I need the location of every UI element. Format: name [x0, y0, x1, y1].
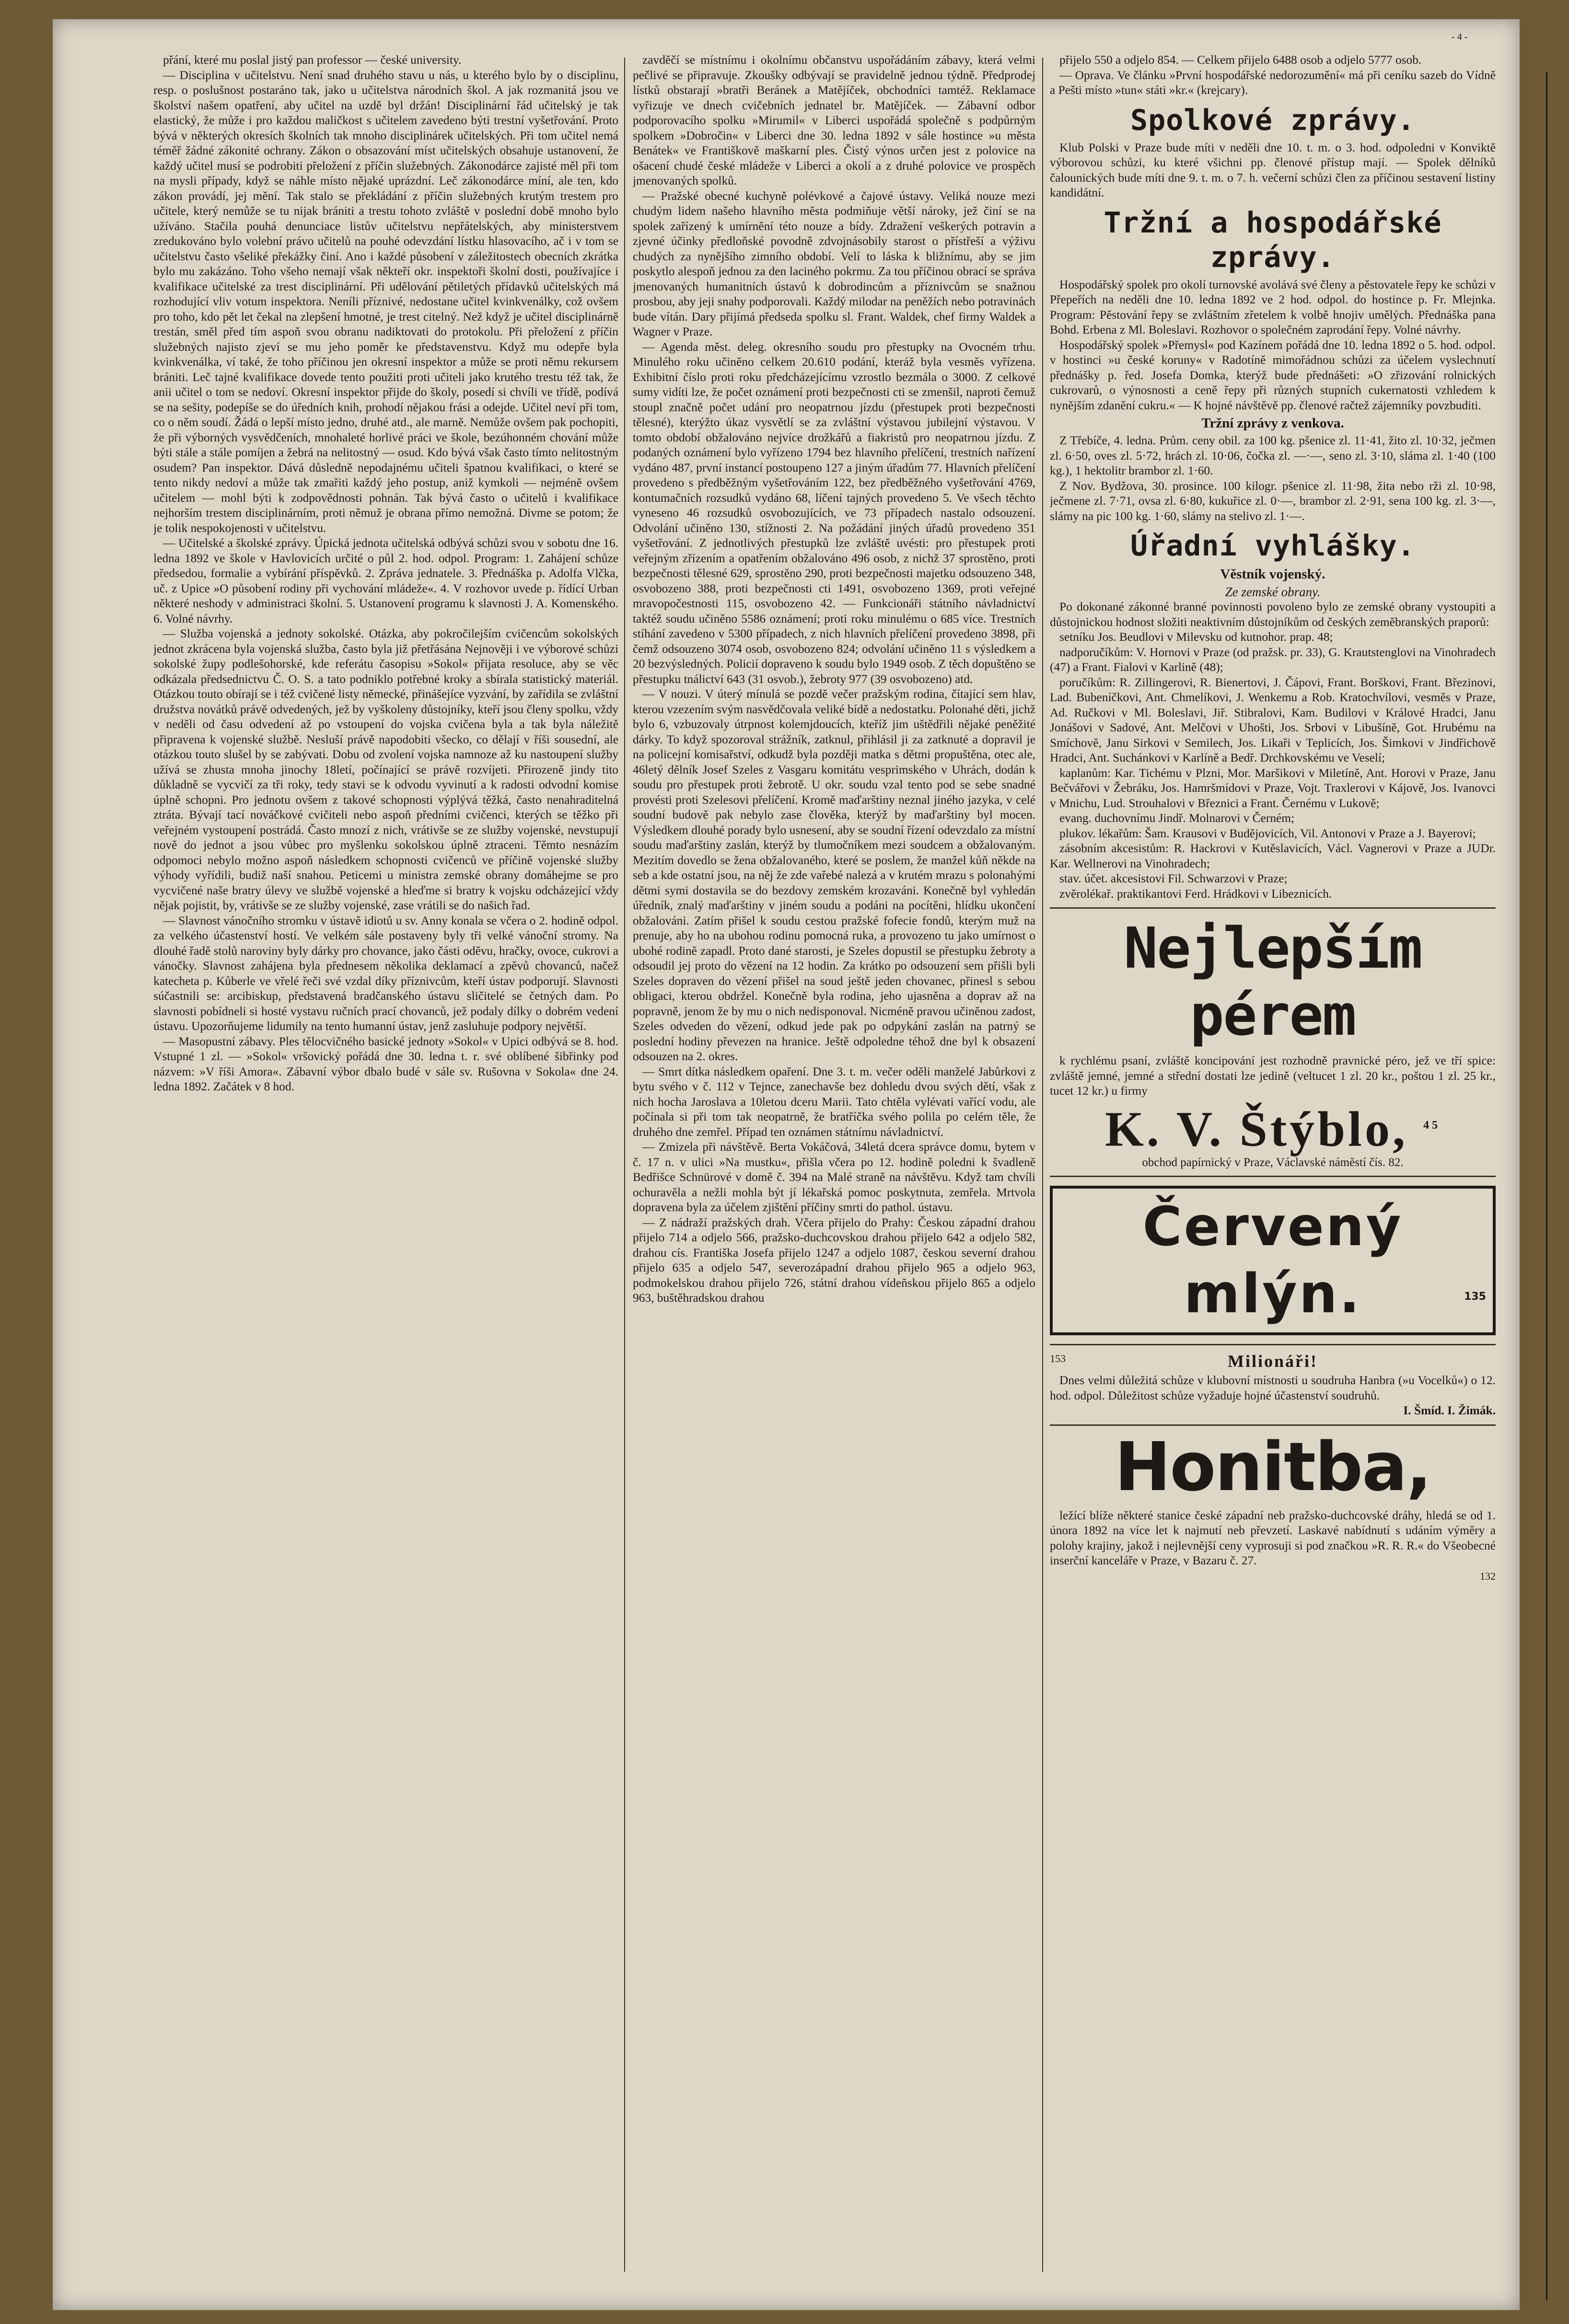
section-heading-trzni: Tržní a hospodářské zprávy.: [1104, 206, 1442, 274]
column-3: [1050, 53, 1496, 2286]
paragraph: — Smrt dítka následkem opaření. Dne 3. t. m. večer oděli manželé Jabůrkovi z bytu svého v č. 112 v Tejnce, zanechavše bez dohledu dvou svých dětí, však z nich hocha Jaroslava a 10letou dceru Marii. Tato chtěla vylévati vařící vodu, ale počínala si při tom tak neopatrně, že bratříčka svého polila po celém těle, že druhého dne zemřel. Případ ten oznámen státnímu návladnictví.: [633, 1064, 1035, 1139]
paragraph: — Služba vojenská a jednoty sokolské. Otázka, aby pokročilejším cvičencům sokolských jednot zkrácena byla vojenská služba, často byla již přetřásána Nejnověji i ve výborové schůzi sokolské župy podlešohorské, kde referátu časopisu »Sokol« přijata resoluce, aby se věc odkázala předsednictvu Č. O. S. a tato podniklo potřebné kroky a sbírala statistický materiál. Otázkou touto obírají se i též cvičené listy německé, přinášejíce vyzvání, by zařídila se zvláštní družstva novátků právě odvedených, jež by vyškoleny důstojníky, kteří jsou členy spolku, vždy v neděli od času odvedení až po vstoupení do vojska cvičena byla a tak byla náležitě připravena k vojenské službě. Nesluší právě napodobiti všecko, co dělají v říši sousední, ale otázkou touto slušel by se zabývati. Dobu od zvolení vojska namnoze až ku nastoupení služby užívá se zhusta mnoha jinochy 18letí, počínající se právě rozvíjeti. Přirozeně jindy tito důkladně se vycvičí za tři roky, tedy stavi se k odvodu vyvinutí a k radosti odvodní komise úplně schopni. Pro jednotu ovšem z takové schopnosti výplývá těžká, často nenahraditelná ztráta. Bývají tací nováčkové cvičiteli nebo aspoň předními cvičenci, kterých se těžko při veřejném vystoupení postrádá. Často mnozí z nich, vrátivše se ze služby vojenské, nevstupují nově do jednot a jsou vůbec pro myšlenku sokolskou úplně ztraceni. Těmto nesnázím odpomoci nebylo možno aspoň následkem schopnosti cvičenců ve příčině vojenské služby výhody vyřídili, budiž naší snahou. Peticemi u ministra zemské obrany domáhejme se pro vycvičené naše bratry úlevy ve službě vojenské a hleďme si bratry k vojsku odcházející vždy nějak pojistit, by, vrátivše se ze služby vojenské, zase vrátili se do našich řad.: [153, 627, 618, 912]
divider: [1050, 1344, 1496, 1345]
subheading-vestnik: Věstník vojenský.: [1220, 567, 1325, 582]
ad-pero-address: obchod papírnický v Praze, Václavské náměstí čís. 82.: [1142, 1156, 1404, 1169]
paragraph: Hospodářský spolek »Přemysl« pod Kazínem pořádá dne 10. ledna 1892 o 5. hod. odpol. v hostinci »u české koruny« v Radotíně mimořádnou schůzi za účelem vyslechnutí přednášky p. řed. Josefa Domka, kterýž bude přednášeti: »O zřizování rolnických cukrovarů, o výnosnosti a ceně řepy při různých stupních cukernatosti vzhledem k nynějším zdanění cukru.« — K hojné návštěvě pp. členové račtež zájemníky povzbuditi.: [1050, 338, 1496, 412]
divider: [1050, 1176, 1496, 1177]
ad-pero-headline: Nejlepším pérem: [1124, 915, 1422, 1048]
ad-milionari-title: Milionáři!: [1228, 1352, 1318, 1371]
paragraph: Po dokonané zákonné branné povinnosti povoleno bylo ze zemské obrany vystoupiti a důstojnickou hodnost složiti neaktivním důstojníkům od českých zeměbranských praporů:: [1050, 600, 1496, 629]
paragraph: — Masopustní zábavy. Ples tělocvičného basické jednoty »Sokol« v Upici odbývá se 8. hod. Vstupné 1 zl. — »Sokol« vršovický pořádá dne 30. ledna t. r. své oblíbené šibřinky pod názvem: »V říši Amora«. Zábavní výbor dbalo budé v sále sv. Rušovna v Sokola« dne 24. ledna 1892. Začátek v 8 hod.: [153, 1034, 618, 1093]
ad-milionari-text: Dnes velmi důležitá schůze v klubovní místnosti u soudruha Hanbra (»u Vocelků«) o 12. hod. odpol. Důležitost schůze vyžaduje hojné účastenství soudruhů.: [1050, 1374, 1496, 1402]
ad-honitba-text: ležící blíže některé stanice české západní neb pražsko-duchcovské dráhy, hledá se od 1. února 1892 na více let k najmutí neb převzetí. Laskavé nabídnutí s udáním výměry a polohy krajiny, jakož i nejlevnější ceny vyprosuji si pod značkou »R. R. R.« do Všeobecné inserční kanceláře v Praze, v Bazaru č. 27.: [1050, 1508, 1496, 1568]
ad-mlyn-title: Červený mlýn.: [1142, 1196, 1403, 1326]
subheading-trzni-zpravy: Tržní zprávy z venkova.: [1201, 416, 1344, 431]
newspaper-page: [53, 19, 1520, 2310]
paragraph: plukov. lékařům: Šam. Krausovi v Budějovicích, Vil. Antonovi v Praze a J. Bayerovi;: [1059, 826, 1476, 840]
column-divider: [624, 58, 625, 2272]
ad-milionari-signature: I. Šmíd. I. Žimák.: [1403, 1404, 1496, 1418]
column-2: [633, 53, 1035, 2286]
paragraph: — Zmizela při návštěvě. Berta Vokáčová, 34letá dcera správce domu, bytem v č. 17 n. v ulici »Na mustku«, přišla včera po 12. hodině poledni k švadleně Bedřišce Schnürové v domě č. 394 na Malé straně na návštěvu. Když tam chvíli ochuravěla a nežli mohla být jí lékařská pomoc poskytnuta, zemřela. Mrtvola dopravena byla za účelem zjištění příčiny smrti do pathol. ústavu.: [633, 1140, 1035, 1214]
ad-milionari: [1050, 1351, 1496, 1419]
paragraph: — Učitelské a školské zprávy. Úpická jednota učitelská odbývá schůzi svou v sobotu dne 16. ledna 1892 ve škole v Havlovicích určité o půl 2. hod. odpol. Program: 1. Zahájení schůze předsedou, formalie a vybírání příspěvků. 2. Zpráva jednatele. 3. Přednáška p. Adolfa Vlčka, uč. z Upice »O působení rodiny při vychování mládeže«. 4. V rozhovor uvede p. řídící Urban některé neshody v administraci školní. 5. Ustanovení programu k slavnosti J. A. Komenského. 6. Volné návrhy.: [153, 536, 618, 625]
paragraph: — V nouzi. V úterý mínulá se pozdě večer pražským rodina, čítající sem hlav, kterou vzezením svým nasvědčovala veliké bídě a nedostatku. Polonahé děti, jichž bylo 6, vzbuzovaly útrpnost kolemjdoucích, kteříž jim uštědřili nějaké peněžité dárky. To když spozoroval strážník, zatknul, přihlásil ji za zatknuté a dopravil je na policejní komisařství, odkudž byla později matka s dětmi propuštěna, otec ale, 46letý dělník Josef Szeles z Vasgaru komitátu vesprimského v Uhrách, dodán k soudu pro přestupek proti žebrotě. U okr. soudu vzal tento pod se sebe snadné provésti proti Szelesovi přelíčení. Kromě maďarštiny neznal jiného jazyka, v celé soudní budově pak nebylo zase člověka, kterýž by maďarštiny byl mocen. Výsledkem dlouhé porady bylo usnesení, aby se soudní řízení odevzdalo za místní soudu maďarštiny zaslán, kterýž by tlumočníkem mezi soudcem a obžalovaným. Mezitím dovedlo se žena obžalovaného, které se poslem, že manžel kůň někde na seb a kde ostatní jsou, na něj že zde vařebé nalezá a v krutém mrazu s polonahými dětmi symi dostavila se do bezdovy zemském krozaváni. Konečně byl vyhledán úředník, znalý maďarštiny v jiném soudu a podáni na pocítěni, hlídku ukončení obžalováni. Zatím přišel k soudu cestou pražské fofecie fondů, kterým muž na prenuje, aby ho na ubohou rodinu pomocná ruka, a provozeno tu jako umírnost o ubohé rodině zapadl. Proto dané starosti, je Szeles dopustil se přestupku žebroty a odsoudil jej proto do vězení na 12 hodin. Za krátko po odsouzení sem přišli byli Szeles dopraven do vězení přišel na soud ještě jeden chovanec, přinesl s sebou obligaci, kterou obdržel. Konečně byla rodina, jeho ujasněna a doprav až na popravně, jenom že by mu o nich nedisponoval. Nicméně pravou učiněnou zadost, Szeles odveden do vězení, odkud jede pak po odpykání zaslán na patrný se poslední hodiny převezen na hranice. Ještě odpoledne téhož dne byl k obsazení odsouzen na 2. okres.: [633, 687, 1035, 1063]
ad-number: 132: [1480, 1570, 1496, 1582]
ad-pero-text: k rychlému psaní, zvláště koncipování jest rozhodně pravnické péro, jež ve tří spice: zvláště jemné, jemné a střední dostati lze jedině (veltucet 1 zl. 20 kr., poštou 1 zl. 25 kr., tucet 12 kr.) u firmy: [1050, 1054, 1496, 1098]
paragraph: evang. duchovnímu Jindř. Molnarovi v Černém;: [1059, 811, 1295, 825]
paragraph: Hospodářský spolek pro okolí turnovské avolává své členy a pěstovatele řepy ke schůzi v Přepeřích na neděli dne 10. ledna 1892 ve 2 hod. odpol. do hostince p. Fr. Mlejnka. Program: Pěstování řepy se zvláštním zřetelem k volbě hnojiv umělých. Přednáška pana Bohd. Erbena z Ml. Boleslavi. Rozhovor o společném zaprodání řepy. Volné návrhy.: [1050, 277, 1496, 336]
paragraph: nadporučíkům: V. Hornovi v Praze (od pražsk. pr. 33), G. Krautstenglovi na Vinohradech (47) a Frant. Fialovi v Karlině (48);: [1050, 645, 1496, 674]
page-edge-mark: - 4 -: [1452, 32, 1468, 42]
ad-pero-firm: [1050, 1099, 1496, 1156]
paragraph: zvěrolékař. praktikantovi Ferd. Hrádkovi v Libeznicích.: [1059, 887, 1332, 901]
paragraph: kaplanům: Kar. Tichému v Plzni, Mor. Maršikovi v Miletíně, Ant. Horovi v Praze, Janu Bečvářovi v Žebráku, Jos. Hamršmídovi v Praze, Vojt. Traxlerovi v Kájově, Jos. Ivanovci v Mnichu, Lud. Strouhalovi v Březnici a Frant. Černému v Lukově;: [1050, 766, 1496, 810]
paragraph: zásobním akcesistům: R. Hackrovi v Kutěslavicích, Václ. Vagnerovi v Praze a JUDr. Kar. Wellnerovi na Vinohradech;: [1050, 842, 1496, 870]
column-divider: [1042, 58, 1043, 2272]
paragraph: stav. účet. akcesistovi Fil. Schwarzovi v Praze;: [1059, 872, 1288, 885]
paragraph: zavděčí se místnímu i okolnímu občanstvu uspořádáním zábavy, která velmi pečlivé se připravuje. Zkoušky odbývají se pravidelně jednou týdně. Předprodej lístků obstarají »bratři Beránek a Matějíček, obchodníci tamtéž. Reklamace vyřizuje ve dnech cvičebních jednatel br. Matějíček. — Zábavní odbor podporovacího spolku »Mirumil« v Liberci uspořádá společně s podpůrným spolkem »Dobročin« v Liberci dne 30. ledna 1892 v sále hostince »u města Benátek« ve Františkově maškarní ples. Čistý výnos určen jest z polovice na ošacení chudé české mládeže v Liberci a okolí a z druhé polovice ve prospěch jmenovaných spolků.: [633, 53, 1035, 187]
paragraph: — Disciplina v učitelstvu. Není snad druhého stavu u nás, u kterého bylo by o disciplinu, resp. o poslušnost postaráno tak, jako u učitelstva národních škol. A jak rozmanitá jsou ve školství našem opatření, aby učitel na uzdě byl držán! Disciplinární řád učitelský je tak elastický, že může i pro každou maličkost s učitelem zavedeno býti trestní vyšetřování. Proto bývá v některých okresích školních tak mnoho disciplinárek učitelských. Při tom učitel nemá téměř žádné zákonité ochrany. Zákon o obsazování míst učitelských obsahuje ustanovení, že každý učitel musí se podrobiti přeložení z příčin služebných. Zákonodárce zajisté měl při tom na mysli případy, když se náhle místo nějaké uprázdní. Leč zákonodárce míní, ale ten, kdo zákon provádí, jej mění. Tak stalo se překládání z příčin služebných krutým trestem pro učitele, který nemůže se tu nijak brániti a trestu tohoto zvláště v poslední době mnoho bylo užíváno. Stačila pouhá denunciace listův učitelstvu nepřátelských, aby ministerstvem zredukováno bylo volební právo učitelů na pouhé odevzdání lístku hlasovacího, ač i v tom se učitelstvu často všeliké překážky činí. Ano i každé působení v záležitostech obecních zkrátka bylo mu zakázáno. Toho všeho nemají však někteří okr. inspektoři školní dosti, používajíce i kvalifikace učitelské za trest disciplinární. Při udělování pětiletých přídavků učitelských má rozhodující vliv votum inspektora. Neníli příznivé, nedostane učitel kvinkvenálky, což ovšem pro toho, kdo pět let čekal na zlepšení hmotné, je trest citelný. Než když je učitel disciplinárně trestán, směl před tím aspoň svou obranu nadiktovati do protokolu. Při přeložení z příčin služebných najisto zjeví se mu jeho poměr ke představenstvu. Když mu odepře byla kvinkvenálka, ví také, že toho příčinou jen okresní inspektor a může se proti němu rekursem brániti. Leč tajné kvalifikace dovede tento použiti proti učiteli jako krutého trestu též tak, že anii učitel o tom se nedoví. Okresní inspektor přijde do školy, posedí si chvíli ve třídě, podívá se na sešity, podepíše se do úředních knih, prohodí nějakou frási a odejde. Učitel neví při tom, co o něm soudí. Žádá o lepší místo jedno, druhé atd., ale marně. Nemůže ovšem pak pochopiti, že při výborných vysvědčeních, mnohaleté horlivé práci ve škole, bezúhonném chování může býti stále a stále pomíjen a žebrá na nelitostný — osud. Kdo bývá však často tímto nelitostným osudem? Pan inspektor. Dává důsledně nepodajnému učiteli špatnou kvalifikaci, o které se tento nikdy nedoví a může tak zmařiti každý jeho postup, aniž kymkoli — nejméně ovšem učitelem — mohl býti k zodpovědnosti pohnán. Tak bývá často o učitelů i kvalifikace nejhorším trestem disciplinárním, proti němuž je obrana přímo nemožná. Divme se potom; že je tolik nespokojenosti v učitelstvu.: [153, 68, 618, 535]
page-margin-line: [1546, 72, 1547, 2301]
ad-number: 135: [1464, 1291, 1486, 1303]
section-heading-spolkove: Spolkové zprávy.: [1130, 103, 1415, 137]
paragraph: — Agenda měst. deleg. okresního soudu pro přestupky na Ovocném trhu. Minulého roku učiněno celkem 20.610 podání, kteráž byla vesměs vyřízena. Exhibitní číslo proti roku předcházejícímu vzrostlo bezmála o 3000. Z celkové sumy vidíti lze, že počet oznámení proti bezpečnosti cti se zmenšil, naproti čemuž stoupl značně počet udání pro neopatrnou jízdu (přestupek proti bezpečnosti tělesné), kterýžto úkaz vysvětlí se za zvláštní výstavou jubilejní výstavou. V tomto období obžalováno nejvíce drožkářů a fiakristů pro neopatrnou jízdu. Z podaných oznámení bylo vyřízeno 1794 bez hlavního přelíčení, trestních nařízení vydáno 487, první instancí postoupeno 127 a jiným úřadům 77. Hlavních přelíčení provedeno s předběžným vyšetřováním 122, bez předběžného vyšetřování 4769, kontumačních rozsudků vydáno 68, líčení tajných provedeno 5. Ve všech těchto vyneseno 46 rozsudků osvobozujících, ve 73 případech nastalo odsouzení. Odvolání učiněno 130, stížnosti 2. Na požádání jiných úřadů provedeno 351 vyšetřování. Z jednotlivých přestupků lze zvláště uvésti: pro přestupek proti veřejným zřízením a opatřením obžalováno 496 osob, z nichž 37 sprostěno, proti bezpečnosti tělesné 629, sprostěno 290, proti bezpečnosti majetku odsouzeno 348, osvobozeno 388, proti bezpečnosti cti 1491, osvobozeno 1369, proti veřejné mravopočestnosti 115, osvobozeno 42. — Funkcionáři státního návladnictví taktéž soudu učiněno 5586 oznámení; proti roku minulému o 685 více. Trestních stíhání zavedeno v 5300 případech, z nich hlavních přelíčení provedeno 3898, při čemž odsouzeno 3074 osob, osvobozeno 824; odvolání učiněno 11 s výsledkem a 20 bezvýsledných. Policií dopraveno k soudu bylo 1949 osob. Z těch dopuštěno se přestupku tnálictví 643 (31 osvob.), žebroty 977 (39 osvobozeno) atd.: [633, 340, 1035, 686]
paragraph: — Slavnost vánočního stromku v ústavě idiotů u sv. Anny konala se včera o 2. hodině odpol. za velkého účastenství hostí. Ve velkém sále postaveny byly tři velké vánoční stromy. Na dlouhé řadě stolů naroviny byly dárky pro chovance, jako části oděvu, hračky, ovoce, cukrovi a vánočky. Slavnost zahájena byla přednesem několika deklamací a zpěvů chovanců, načež katecheta p. Kůberle ve vřelé řeči své vzdal díky příznivcům, kteří ústav podporují. Slavnosti súčastnili se: arcibiskup, představená bradčanského ústavu sličitelé se četných dam. Po slavnosti pobídneli si hosté vystavu ručních prací chovanců, jež podaly dílky o dobrém vedení ústavu. Upozorňujeme lidumily na tento humanní ústav, jenž zasluhuje podpory největší.: [153, 913, 618, 1033]
subheading-zemska-obrana: Ze zemské obrany.: [1225, 585, 1321, 599]
paragraph: — Pražské obecné kuchyně polévkové a čajové ústavy. Veliká nouze mezi chudým lidem našeho hlavního města podmiňuje větší nároky, jež činí se na spolek zařízený k umírnění této nouze a bídy. Zdražení veškerých potravin a zjevné účinky předloňské povodně zdvojnásobily starost o přístřeší a výživu chudých za nynějšího zimního období. Velí to láska k bližnímu, aby se jim poskytlo alespoň jednou za den laciného pokrmu. Za tou příčinou obrací se správa jmenovaných humanitních ústavů k dobrodincům a příznivcům se snažnou prosbou, aby jeji snahy podporovali. Každý milodar na peněžích nebo potravinách bude vítán. Dary přijímá předseda spolku sl. Frant. Waldek, chef firmy Waldek a Wagner v Praze.: [633, 189, 1035, 338]
paragraph: přijelo 550 a odjelo 854. — Celkem přijelo 6488 osob a odjelo 5777 osob.: [1059, 53, 1422, 67]
ad-mlyn: [1050, 1186, 1496, 1335]
section-heading-uradni: Úřadní vyhlášky.: [1130, 529, 1415, 563]
ad-honitba-headline: Honitba,: [1115, 1428, 1431, 1506]
paragraph: poručíkům: R. Zillingerovi, R. Bienertovi, J. Čápovi, Frant. Borškovi, Frant. Březinovi, Lad. Bubeníčkovi, Ant. Chmelíkovi, J. Wenkemu a Rob. Kratochvílovi, vesměs v Praze, Ad. Ručkovi v Ml. Boleslavi, Jiř. Stibralovi, Kam. Budilovi v Králové Hradci, Janu Jonášovi v Sadové, Ant. Melčovi v Uhošti, Jos. Srbovi v Libušíně, Got. Hrubému na Smíchově, Janu Sirkovi v Semilech, Jos. Likaři v Teplicích, Jos. Šimkovi v Jindřichově Hradci, Ant. Suchánkovi v Karlíně a Bedř. Drchkovskému ve Veselí;: [1050, 675, 1496, 764]
ad-number: 153: [1050, 1353, 1066, 1365]
ad-pero-firm-name: K. V. Štýblo,: [1105, 1101, 1408, 1157]
divider: [1050, 907, 1496, 909]
paragraph: přání, které mu poslal jistý pan professor — české university.: [163, 53, 462, 67]
paragraph: Z Nov. Bydžova, 30. prosince. 100 kilogr. pšenice zl. 11·98, žita nebo rži zl. 10·98, ječmene zl. 7·71, ovsa zl. 6·80, kukuřice zl. 0·—, brambor zl. 2·91, sena 100 kg. zl. 3·—, slámy na pic 100 kg. 1·60, slámy na stelivo zl. 1·—.: [1050, 479, 1496, 523]
paragraph: Z Třebíče, 4. ledna. Prům. ceny obil. za 100 kg. pšenice zl. 11·41, žito zl. 10·32, ječmen zl. 6·50, oves zl. 5·72, hrách zl. 10·06, čočka zl. —·—, seno zl. 3·10, sláma zl. 1·40 (100 kg.), 1 hektolitr brambor zl. 1·60.: [1050, 434, 1496, 477]
paragraph: — Z nádraží pražských drah. Včera přijelo do Prahy: Českou západní drahou přijelo 714 a odjelo 566, pražsko-duchcovskou drahou přijelo 642 a odjelo 582, drahou cís. Františka Josefa přijelo 1247 a odjelo 1087, českou severní drahou přijelo 635 a odjelo 547, severozápadní drahou přijelo 965 a odjelo 963, podmokelskou drahou přijelo 726, státní drahou vídeňskou přijelo 865 a odjelo 963, buštěhradskou drahou: [633, 1215, 1035, 1305]
column-1: [153, 53, 618, 2286]
paragraph: setníku Jos. Beudlovi v Milevsku od kutnohor. prap. 48;: [1059, 630, 1333, 644]
divider: [1050, 1424, 1496, 1426]
ad-number: 45: [1423, 1119, 1441, 1132]
paragraph: Klub Polski v Praze bude míti v neděli dne 10. t. m. o 3. hod. odpoledni v Konviktě výborovou schůzi, ku které všichni pp. členové přístup mají. — Spolek dělníků čalounických bude míti dne 9. t. m. o 7. h. večerní schůzi člen za příčinou sestavení listiny kandidátní.: [1050, 140, 1496, 199]
paragraph: — Oprava. Ve článku »První hospodářské nedorozumění« má při ceníku sazeb do Vídně a Pešti místo »tun« státi »kr.« (krejcary).: [1050, 68, 1496, 97]
